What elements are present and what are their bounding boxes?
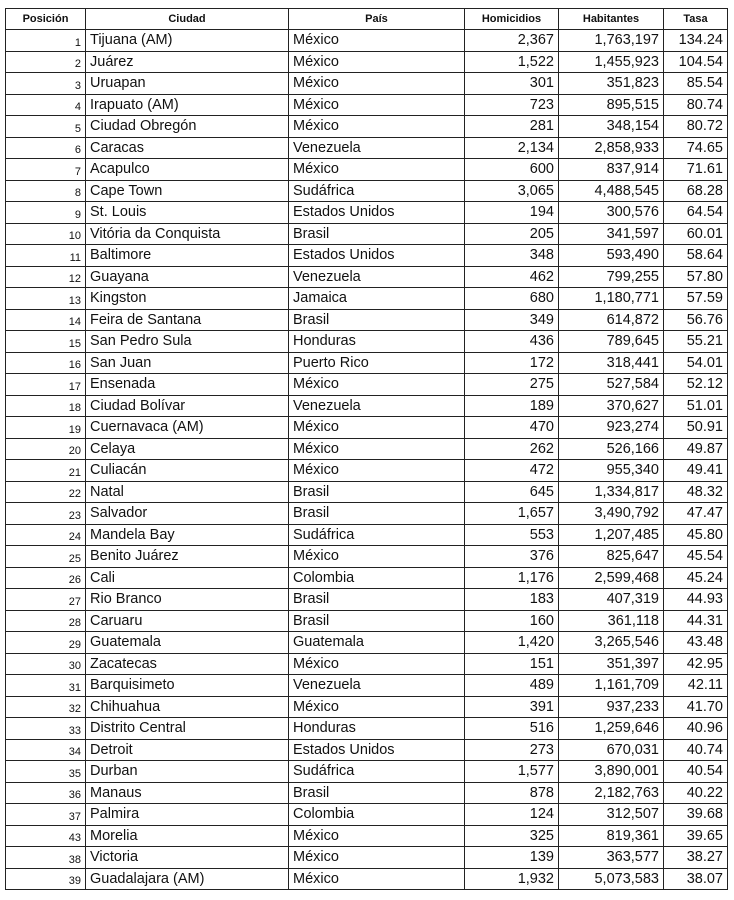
cell-pais: Venezuela xyxy=(289,266,465,288)
cell-habitantes: 351,397 xyxy=(559,653,664,675)
cell-posicion: 34 xyxy=(6,739,86,761)
cell-homicidios: 3,065 xyxy=(465,180,559,202)
cell-homicidios: 1,176 xyxy=(465,567,559,589)
cell-habitantes: 1,259,646 xyxy=(559,718,664,740)
cell-habitantes: 361,118 xyxy=(559,610,664,632)
cell-homicidios: 391 xyxy=(465,696,559,718)
table-row xyxy=(6,180,728,202)
cell-habitantes: 2,182,763 xyxy=(559,782,664,804)
cell-tasa: 134.24 xyxy=(664,30,728,52)
cell-habitantes: 2,858,933 xyxy=(559,137,664,159)
cell-homicidios: 878 xyxy=(465,782,559,804)
cell-habitantes: 1,180,771 xyxy=(559,288,664,310)
cell-homicidios: 189 xyxy=(465,395,559,417)
cell-pais: Sudáfrica xyxy=(289,524,465,546)
cell-ciudad: Baltimore xyxy=(86,245,289,267)
cell-homicidios: 139 xyxy=(465,847,559,869)
cell-ciudad: Vitória da Conquista xyxy=(86,223,289,245)
cell-tasa: 40.74 xyxy=(664,739,728,761)
cell-habitantes: 1,207,485 xyxy=(559,524,664,546)
cell-tasa: 40.54 xyxy=(664,761,728,783)
cell-pais: Jamaica xyxy=(289,288,465,310)
table-row xyxy=(6,374,728,396)
cell-pais: Colombia xyxy=(289,567,465,589)
cell-posicion: 3 xyxy=(6,73,86,95)
cell-habitantes: 527,584 xyxy=(559,374,664,396)
cell-tasa: 38.07 xyxy=(664,868,728,890)
cell-habitantes: 407,319 xyxy=(559,589,664,611)
cell-pais: Brasil xyxy=(289,503,465,525)
cell-pais: México xyxy=(289,374,465,396)
cell-posicion: 39 xyxy=(6,868,86,890)
cell-tasa: 45.24 xyxy=(664,567,728,589)
cell-posicion: 21 xyxy=(6,460,86,482)
cell-homicidios: 349 xyxy=(465,309,559,331)
cell-ciudad: Natal xyxy=(86,481,289,503)
cell-tasa: 48.32 xyxy=(664,481,728,503)
cell-posicion: 29 xyxy=(6,632,86,654)
cell-pais: Guatemala xyxy=(289,632,465,654)
table-row xyxy=(6,288,728,310)
cell-ciudad: Guadalajara (AM) xyxy=(86,868,289,890)
cell-pais: Venezuela xyxy=(289,137,465,159)
cell-habitantes: 593,490 xyxy=(559,245,664,267)
cell-tasa: 39.65 xyxy=(664,825,728,847)
cell-ciudad: Zacatecas xyxy=(86,653,289,675)
cell-posicion: 6 xyxy=(6,137,86,159)
cell-habitantes: 789,645 xyxy=(559,331,664,353)
cell-ciudad: Cuernavaca (AM) xyxy=(86,417,289,439)
cell-homicidios: 436 xyxy=(465,331,559,353)
cell-homicidios: 273 xyxy=(465,739,559,761)
cell-posicion: 18 xyxy=(6,395,86,417)
cell-pais: México xyxy=(289,159,465,181)
table-row xyxy=(6,352,728,374)
table-row xyxy=(6,546,728,568)
cell-posicion: 36 xyxy=(6,782,86,804)
cell-homicidios: 470 xyxy=(465,417,559,439)
cell-tasa: 80.74 xyxy=(664,94,728,116)
table-row xyxy=(6,825,728,847)
cell-tasa: 44.93 xyxy=(664,589,728,611)
cell-pais: Honduras xyxy=(289,718,465,740)
cell-habitantes: 1,334,817 xyxy=(559,481,664,503)
table-row xyxy=(6,202,728,224)
cell-tasa: 42.95 xyxy=(664,653,728,675)
cell-homicidios: 325 xyxy=(465,825,559,847)
cell-habitantes: 614,872 xyxy=(559,309,664,331)
cell-tasa: 57.80 xyxy=(664,266,728,288)
cell-homicidios: 489 xyxy=(465,675,559,697)
cell-ciudad: Victoria xyxy=(86,847,289,869)
cell-homicidios: 1,577 xyxy=(465,761,559,783)
cell-pais: Brasil xyxy=(289,223,465,245)
table-row xyxy=(6,718,728,740)
cell-posicion: 12 xyxy=(6,266,86,288)
cell-posicion: 19 xyxy=(6,417,86,439)
cell-habitantes: 1,455,923 xyxy=(559,51,664,73)
cell-ciudad: Uruapan xyxy=(86,73,289,95)
cell-homicidios: 151 xyxy=(465,653,559,675)
cell-posicion: 32 xyxy=(6,696,86,718)
cell-pais: Estados Unidos xyxy=(289,202,465,224)
cell-ciudad: Ensenada xyxy=(86,374,289,396)
cell-posicion: 26 xyxy=(6,567,86,589)
header-tasa: Tasa xyxy=(664,9,728,30)
table-row xyxy=(6,266,728,288)
cell-habitantes: 895,515 xyxy=(559,94,664,116)
cell-tasa: 43.48 xyxy=(664,632,728,654)
table-row xyxy=(6,868,728,890)
table-row xyxy=(6,438,728,460)
cell-homicidios: 172 xyxy=(465,352,559,374)
cell-ciudad: San Pedro Sula xyxy=(86,331,289,353)
cell-pais: México xyxy=(289,73,465,95)
cell-homicidios: 205 xyxy=(465,223,559,245)
cell-homicidios: 723 xyxy=(465,94,559,116)
cell-habitantes: 526,166 xyxy=(559,438,664,460)
table-row xyxy=(6,51,728,73)
table-row xyxy=(6,632,728,654)
table-header-row xyxy=(6,9,728,30)
table-row xyxy=(6,782,728,804)
cell-ciudad: Acapulco xyxy=(86,159,289,181)
cell-pais: Venezuela xyxy=(289,675,465,697)
cell-posicion: 1 xyxy=(6,30,86,52)
cell-tasa: 49.87 xyxy=(664,438,728,460)
cell-pais: México xyxy=(289,417,465,439)
cell-ciudad: Feira de Santana xyxy=(86,309,289,331)
cell-tasa: 40.96 xyxy=(664,718,728,740)
header-posicion: Posición xyxy=(6,9,86,30)
cell-posicion: 13 xyxy=(6,288,86,310)
cell-tasa: 104.54 xyxy=(664,51,728,73)
cell-ciudad: Kingston xyxy=(86,288,289,310)
table-row xyxy=(6,331,728,353)
cell-homicidios: 301 xyxy=(465,73,559,95)
cell-habitantes: 3,265,546 xyxy=(559,632,664,654)
cell-pais: Brasil xyxy=(289,782,465,804)
cell-pais: México xyxy=(289,696,465,718)
cell-tasa: 58.64 xyxy=(664,245,728,267)
cell-posicion: 5 xyxy=(6,116,86,138)
header-ciudad: Ciudad xyxy=(86,9,289,30)
cell-homicidios: 183 xyxy=(465,589,559,611)
cell-homicidios: 645 xyxy=(465,481,559,503)
cell-homicidios: 1,420 xyxy=(465,632,559,654)
cell-homicidios: 160 xyxy=(465,610,559,632)
cell-pais: Estados Unidos xyxy=(289,245,465,267)
cell-homicidios: 472 xyxy=(465,460,559,482)
cell-ciudad: San Juan xyxy=(86,352,289,374)
cell-tasa: 45.80 xyxy=(664,524,728,546)
table-row xyxy=(6,159,728,181)
cell-habitantes: 4,488,545 xyxy=(559,180,664,202)
cell-posicion: 33 xyxy=(6,718,86,740)
cell-pais: México xyxy=(289,653,465,675)
cell-homicidios: 275 xyxy=(465,374,559,396)
cell-posicion: 38 xyxy=(6,847,86,869)
cell-pais: México xyxy=(289,825,465,847)
cell-ciudad: Durban xyxy=(86,761,289,783)
cell-pais: Venezuela xyxy=(289,395,465,417)
cell-pais: Brasil xyxy=(289,309,465,331)
cell-posicion: 31 xyxy=(6,675,86,697)
cell-habitantes: 300,576 xyxy=(559,202,664,224)
cell-tasa: 74.65 xyxy=(664,137,728,159)
table-row xyxy=(6,417,728,439)
cell-tasa: 51.01 xyxy=(664,395,728,417)
cell-pais: Brasil xyxy=(289,610,465,632)
cell-habitantes: 670,031 xyxy=(559,739,664,761)
cell-ciudad: Irapuato (AM) xyxy=(86,94,289,116)
table-row xyxy=(6,675,728,697)
table-row xyxy=(6,696,728,718)
cell-ciudad: Caracas xyxy=(86,137,289,159)
cell-ciudad: Cali xyxy=(86,567,289,589)
cell-habitantes: 825,647 xyxy=(559,546,664,568)
cell-homicidios: 1,522 xyxy=(465,51,559,73)
cell-ciudad: Mandela Bay xyxy=(86,524,289,546)
header-habitantes: Habitantes xyxy=(559,9,664,30)
cell-ciudad: Benito Juárez xyxy=(86,546,289,568)
cell-tasa: 54.01 xyxy=(664,352,728,374)
cell-posicion: 23 xyxy=(6,503,86,525)
cell-ciudad: St. Louis xyxy=(86,202,289,224)
cell-posicion: 10 xyxy=(6,223,86,245)
table-row xyxy=(6,524,728,546)
cell-habitantes: 312,507 xyxy=(559,804,664,826)
header-homicidios: Homicidios xyxy=(465,9,559,30)
cell-tasa: 47.47 xyxy=(664,503,728,525)
cell-habitantes: 363,577 xyxy=(559,847,664,869)
cell-homicidios: 2,134 xyxy=(465,137,559,159)
cell-ciudad: Cape Town xyxy=(86,180,289,202)
cell-tasa: 64.54 xyxy=(664,202,728,224)
table-row xyxy=(6,460,728,482)
table-row xyxy=(6,73,728,95)
table-row xyxy=(6,94,728,116)
cell-habitantes: 370,627 xyxy=(559,395,664,417)
cell-ciudad: Ciudad Bolívar xyxy=(86,395,289,417)
table-row xyxy=(6,653,728,675)
cell-ciudad: Tijuana (AM) xyxy=(86,30,289,52)
cell-pais: México xyxy=(289,460,465,482)
cell-ciudad: Detroit xyxy=(86,739,289,761)
homicide-rate-table-container xyxy=(5,8,728,890)
cell-posicion: 15 xyxy=(6,331,86,353)
cell-homicidios: 262 xyxy=(465,438,559,460)
cell-tasa: 40.22 xyxy=(664,782,728,804)
cell-posicion: 16 xyxy=(6,352,86,374)
cell-tasa: 39.68 xyxy=(664,804,728,826)
cell-homicidios: 1,932 xyxy=(465,868,559,890)
cell-ciudad: Guatemala xyxy=(86,632,289,654)
table-row xyxy=(6,309,728,331)
cell-homicidios: 516 xyxy=(465,718,559,740)
cell-pais: México xyxy=(289,546,465,568)
cell-posicion: 14 xyxy=(6,309,86,331)
table-row xyxy=(6,395,728,417)
cell-posicion: 2 xyxy=(6,51,86,73)
cell-pais: Colombia xyxy=(289,804,465,826)
cell-pais: Puerto Rico xyxy=(289,352,465,374)
cell-ciudad: Rio Branco xyxy=(86,589,289,611)
cell-pais: Estados Unidos xyxy=(289,739,465,761)
table-row xyxy=(6,30,728,52)
cell-ciudad: Morelia xyxy=(86,825,289,847)
cell-habitantes: 348,154 xyxy=(559,116,664,138)
cell-pais: Honduras xyxy=(289,331,465,353)
cell-tasa: 50.91 xyxy=(664,417,728,439)
cell-tasa: 45.54 xyxy=(664,546,728,568)
cell-tasa: 38.27 xyxy=(664,847,728,869)
cell-habitantes: 1,763,197 xyxy=(559,30,664,52)
cell-pais: México xyxy=(289,438,465,460)
cell-homicidios: 600 xyxy=(465,159,559,181)
cell-posicion: 30 xyxy=(6,653,86,675)
cell-habitantes: 955,340 xyxy=(559,460,664,482)
cell-homicidios: 124 xyxy=(465,804,559,826)
cell-habitantes: 318,441 xyxy=(559,352,664,374)
cell-pais: México xyxy=(289,30,465,52)
cell-habitantes: 341,597 xyxy=(559,223,664,245)
cell-tasa: 57.59 xyxy=(664,288,728,310)
cell-ciudad: Caruaru xyxy=(86,610,289,632)
cell-homicidios: 680 xyxy=(465,288,559,310)
cell-habitantes: 937,233 xyxy=(559,696,664,718)
cell-ciudad: Celaya xyxy=(86,438,289,460)
cell-habitantes: 5,073,583 xyxy=(559,868,664,890)
table-row xyxy=(6,739,728,761)
cell-homicidios: 553 xyxy=(465,524,559,546)
cell-pais: México xyxy=(289,116,465,138)
cell-pais: México xyxy=(289,51,465,73)
cell-habitantes: 837,914 xyxy=(559,159,664,181)
cell-posicion: 27 xyxy=(6,589,86,611)
cell-pais: Sudáfrica xyxy=(289,761,465,783)
cell-posicion: 35 xyxy=(6,761,86,783)
cell-ciudad: Guayana xyxy=(86,266,289,288)
cell-ciudad: Distrito Central xyxy=(86,718,289,740)
cell-posicion: 4 xyxy=(6,94,86,116)
cell-pais: México xyxy=(289,868,465,890)
cell-tasa: 56.76 xyxy=(664,309,728,331)
table-row xyxy=(6,847,728,869)
cell-ciudad: Ciudad Obregón xyxy=(86,116,289,138)
table-row xyxy=(6,116,728,138)
table-row xyxy=(6,589,728,611)
cell-posicion: 37 xyxy=(6,804,86,826)
homicide-rate-table xyxy=(5,8,728,890)
cell-posicion: 20 xyxy=(6,438,86,460)
cell-ciudad: Palmira xyxy=(86,804,289,826)
cell-posicion: 28 xyxy=(6,610,86,632)
cell-tasa: 60.01 xyxy=(664,223,728,245)
table-row xyxy=(6,481,728,503)
cell-posicion: 22 xyxy=(6,481,86,503)
cell-posicion: 9 xyxy=(6,202,86,224)
cell-tasa: 49.41 xyxy=(664,460,728,482)
cell-ciudad: Juárez xyxy=(86,51,289,73)
cell-habitantes: 799,255 xyxy=(559,266,664,288)
cell-homicidios: 2,367 xyxy=(465,30,559,52)
cell-tasa: 68.28 xyxy=(664,180,728,202)
table-row xyxy=(6,804,728,826)
cell-homicidios: 194 xyxy=(465,202,559,224)
cell-pais: Sudáfrica xyxy=(289,180,465,202)
table-row xyxy=(6,245,728,267)
cell-tasa: 44.31 xyxy=(664,610,728,632)
cell-posicion: 11 xyxy=(6,245,86,267)
table-row xyxy=(6,610,728,632)
cell-habitantes: 3,890,001 xyxy=(559,761,664,783)
cell-pais: México xyxy=(289,94,465,116)
table-row xyxy=(6,223,728,245)
cell-ciudad: Culiacán xyxy=(86,460,289,482)
cell-habitantes: 1,161,709 xyxy=(559,675,664,697)
cell-tasa: 52.12 xyxy=(664,374,728,396)
cell-homicidios: 281 xyxy=(465,116,559,138)
cell-habitantes: 923,274 xyxy=(559,417,664,439)
cell-tasa: 55.21 xyxy=(664,331,728,353)
header-pais: País xyxy=(289,9,465,30)
table-row xyxy=(6,137,728,159)
table-row xyxy=(6,503,728,525)
cell-homicidios: 348 xyxy=(465,245,559,267)
cell-posicion: 8 xyxy=(6,180,86,202)
cell-tasa: 80.72 xyxy=(664,116,728,138)
cell-habitantes: 2,599,468 xyxy=(559,567,664,589)
cell-posicion: 25 xyxy=(6,546,86,568)
cell-pais: Brasil xyxy=(289,481,465,503)
cell-habitantes: 3,490,792 xyxy=(559,503,664,525)
cell-ciudad: Manaus xyxy=(86,782,289,804)
cell-habitantes: 351,823 xyxy=(559,73,664,95)
cell-ciudad: Chihuahua xyxy=(86,696,289,718)
cell-pais: Brasil xyxy=(289,589,465,611)
cell-tasa: 85.54 xyxy=(664,73,728,95)
cell-tasa: 41.70 xyxy=(664,696,728,718)
table-row xyxy=(6,761,728,783)
cell-posicion: 43 xyxy=(6,825,86,847)
cell-habitantes: 819,361 xyxy=(559,825,664,847)
cell-pais: México xyxy=(289,847,465,869)
cell-ciudad: Barquisimeto xyxy=(86,675,289,697)
cell-posicion: 7 xyxy=(6,159,86,181)
cell-posicion: 17 xyxy=(6,374,86,396)
table-row xyxy=(6,567,728,589)
cell-posicion: 24 xyxy=(6,524,86,546)
cell-tasa: 42.11 xyxy=(664,675,728,697)
cell-tasa: 71.61 xyxy=(664,159,728,181)
cell-homicidios: 376 xyxy=(465,546,559,568)
cell-homicidios: 1,657 xyxy=(465,503,559,525)
table-body xyxy=(6,30,728,890)
cell-homicidios: 462 xyxy=(465,266,559,288)
cell-ciudad: Salvador xyxy=(86,503,289,525)
